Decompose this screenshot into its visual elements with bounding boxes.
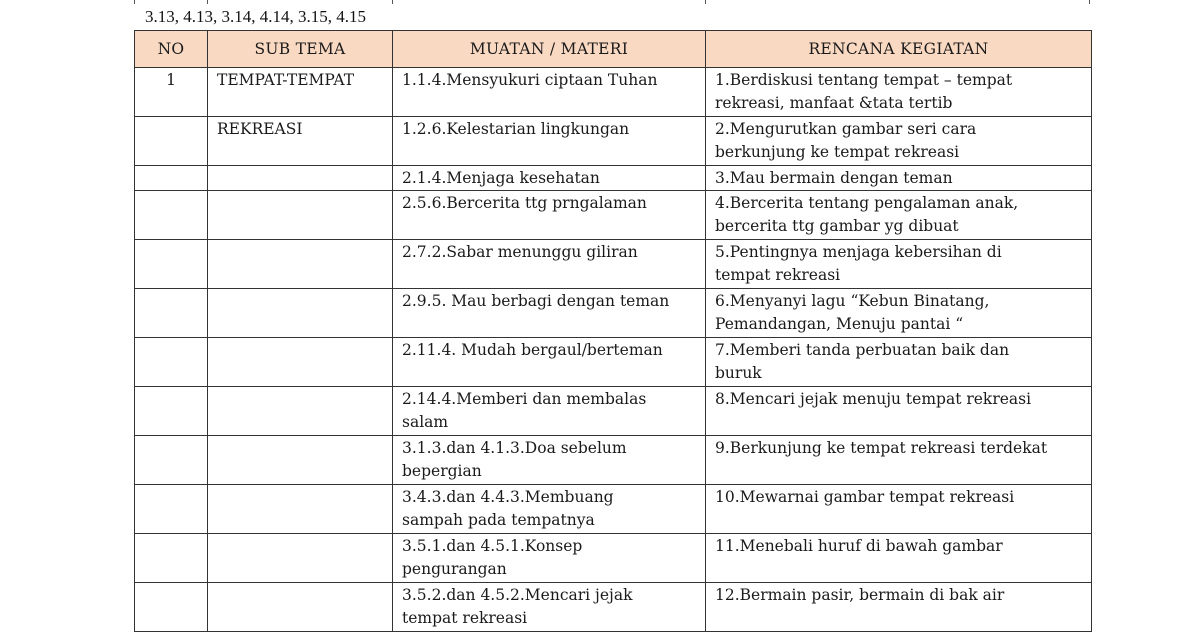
table-row [135,289,1092,338]
cell-rencana-kegiatan [706,68,1092,117]
cell-no [135,485,208,534]
cell-sub-tema: TEMPAT-TEMPAT [208,68,393,117]
cell-line: 10.Mewarnai gambar tempat rekreasi [715,488,1015,506]
cell-muatan-materi [393,583,706,632]
cell-line: 6.Menyanyi lagu “Kebun Binatang, [715,292,990,310]
cell-line: 3.4.3.dan 4.4.3.Membuang [402,488,614,506]
cell-muatan-materi [393,117,706,166]
cell-rencana-kegiatan [706,289,1092,338]
cell-line [402,141,697,164]
cell-line: 1.1.4.Mensyukuri ciptaan Tuhan [402,71,658,89]
cell-muatan-materi [393,191,706,240]
cell-rencana-kegiatan [706,191,1092,240]
cell-rencana-kegiatan [706,117,1092,166]
cell-line: 1.Berdiskusi tentang tempat – tempat [715,71,1013,89]
cell-muatan-materi [393,68,706,117]
table-row [135,436,1092,485]
cell-muatan-materi [393,240,706,289]
cell-line: 5.Pentingnya menjaga kebersihan di [715,243,1002,261]
cell-sub-tema [208,485,393,534]
cell-muatan-materi [393,166,706,191]
cell-line [402,92,697,115]
cell-line: 8.Mencari jejak menuju tempat rekreasi [715,390,1032,408]
cell-muatan-materi [393,534,706,583]
cell-line: 2.5.6.Bercerita ttg prngalaman [402,194,647,212]
cell-no [135,583,208,632]
table-row [135,166,1092,191]
cell-line [715,509,1083,532]
cell-muatan-materi [393,387,706,436]
cell-no [135,534,208,583]
table-header-row [135,31,1092,68]
cell-line [402,362,697,385]
header-sub-tema: SUB TEMA [208,31,393,68]
cell-line: 4.Bercerita tentang pengalaman anak, [715,194,1019,212]
cropped-table-top-edge [134,0,1090,4]
cell-no: 1 [135,68,208,117]
cell-rencana-kegiatan [706,338,1092,387]
cell-line [402,264,697,287]
cell-line: 12.Bermain pasir, bermain di bak air [715,586,1005,604]
cell-rencana-kegiatan [706,166,1092,191]
cell-sub-tema [208,191,393,240]
cell-line: 2.9.5. Mau berbagi dengan teman [402,292,670,310]
cell-rencana-kegiatan [706,485,1092,534]
table-row [135,68,1092,117]
cell-line: salam [402,413,449,431]
cell-no [135,338,208,387]
header-no: NO [135,31,208,68]
table-row [135,240,1092,289]
cell-sub-tema [208,166,393,191]
cell-line: 3.Mau bermain dengan teman [715,169,953,187]
cell-line: berkunjung ke tempat rekreasi [715,143,960,161]
cell-line: 9.Berkunjung ke tempat rekreasi terdekat [715,439,1048,457]
cell-line: bepergian [402,462,482,480]
cell-line: rekreasi, manfaat &tata tertib [715,94,953,112]
competency-code-line: 3.13, 4.13, 3.14, 4.14, 3.15, 4.15 [145,7,366,26]
cell-muatan-materi [393,289,706,338]
cell-line [402,313,697,336]
cell-sub-tema [208,338,393,387]
cell-line [715,607,1083,630]
cell-line [715,460,1083,483]
cell-line: buruk [715,364,762,382]
table-row [135,485,1092,534]
cell-sub-tema: REKREASI [208,117,393,166]
cell-sub-tema [208,436,393,485]
header-rencana-kegiatan: RENCANA KEGIATAN [706,31,1092,68]
cell-line: 2.1.4.Menjaga kesehatan [402,169,600,187]
table-row [135,534,1092,583]
cell-no [135,289,208,338]
cell-rencana-kegiatan [706,387,1092,436]
cell-line [715,558,1083,581]
cell-line: Pemandangan, Menuju pantai “ [715,315,964,333]
cell-rencana-kegiatan [706,534,1092,583]
cell-line: 3.1.3.dan 4.1.3.Doa sebelum [402,439,627,457]
cell-line [402,215,697,238]
table-row [135,191,1092,240]
cell-muatan-materi [393,338,706,387]
table-row [135,338,1092,387]
cell-line: 7.Memberi tanda perbuatan baik dan [715,341,1010,359]
cell-sub-tema [208,583,393,632]
cell-line: 3.5.1.dan 4.5.1.Konsep [402,537,583,555]
cell-muatan-materi [393,485,706,534]
cell-sub-tema [208,387,393,436]
cell-rencana-kegiatan [706,240,1092,289]
cell-rencana-kegiatan [706,436,1092,485]
table-row [135,117,1092,166]
cell-line: bercerita ttg gambar yg dibuat [715,217,959,235]
table-row [135,583,1092,632]
cell-line: 2.Mengurutkan gambar seri cara [715,120,977,138]
cell-no [135,240,208,289]
cell-rencana-kegiatan [706,583,1092,632]
cell-no [135,166,208,191]
cell-sub-tema [208,240,393,289]
cell-line [715,411,1083,434]
table-row [135,387,1092,436]
cell-muatan-materi [393,436,706,485]
cell-line: tempat rekreasi [715,266,841,284]
cell-line: 2.7.2.Sabar menunggu giliran [402,243,638,261]
cell-line: 1.2.6.Kelestarian lingkungan [402,120,630,138]
cell-line: 3.5.2.dan 4.5.2.Mencari jejak [402,586,633,604]
cell-sub-tema [208,534,393,583]
cell-line: 2.14.4.Memberi dan membalas [402,390,647,408]
header-muatan-materi: MUATAN / MATERI [393,31,706,68]
cell-line: 11.Menebali huruf di bawah gambar [715,537,1003,555]
cell-no [135,117,208,166]
cell-line: sampah pada tempatnya [402,511,595,529]
cell-line: pengurangan [402,560,507,578]
cell-line: 2.11.4. Mudah bergaul/berteman [402,341,663,359]
cell-sub-tema [208,289,393,338]
lesson-plan-table [134,30,1092,632]
cell-no [135,387,208,436]
cell-line: tempat rekreasi [402,609,528,627]
cell-no [135,436,208,485]
cell-no [135,191,208,240]
